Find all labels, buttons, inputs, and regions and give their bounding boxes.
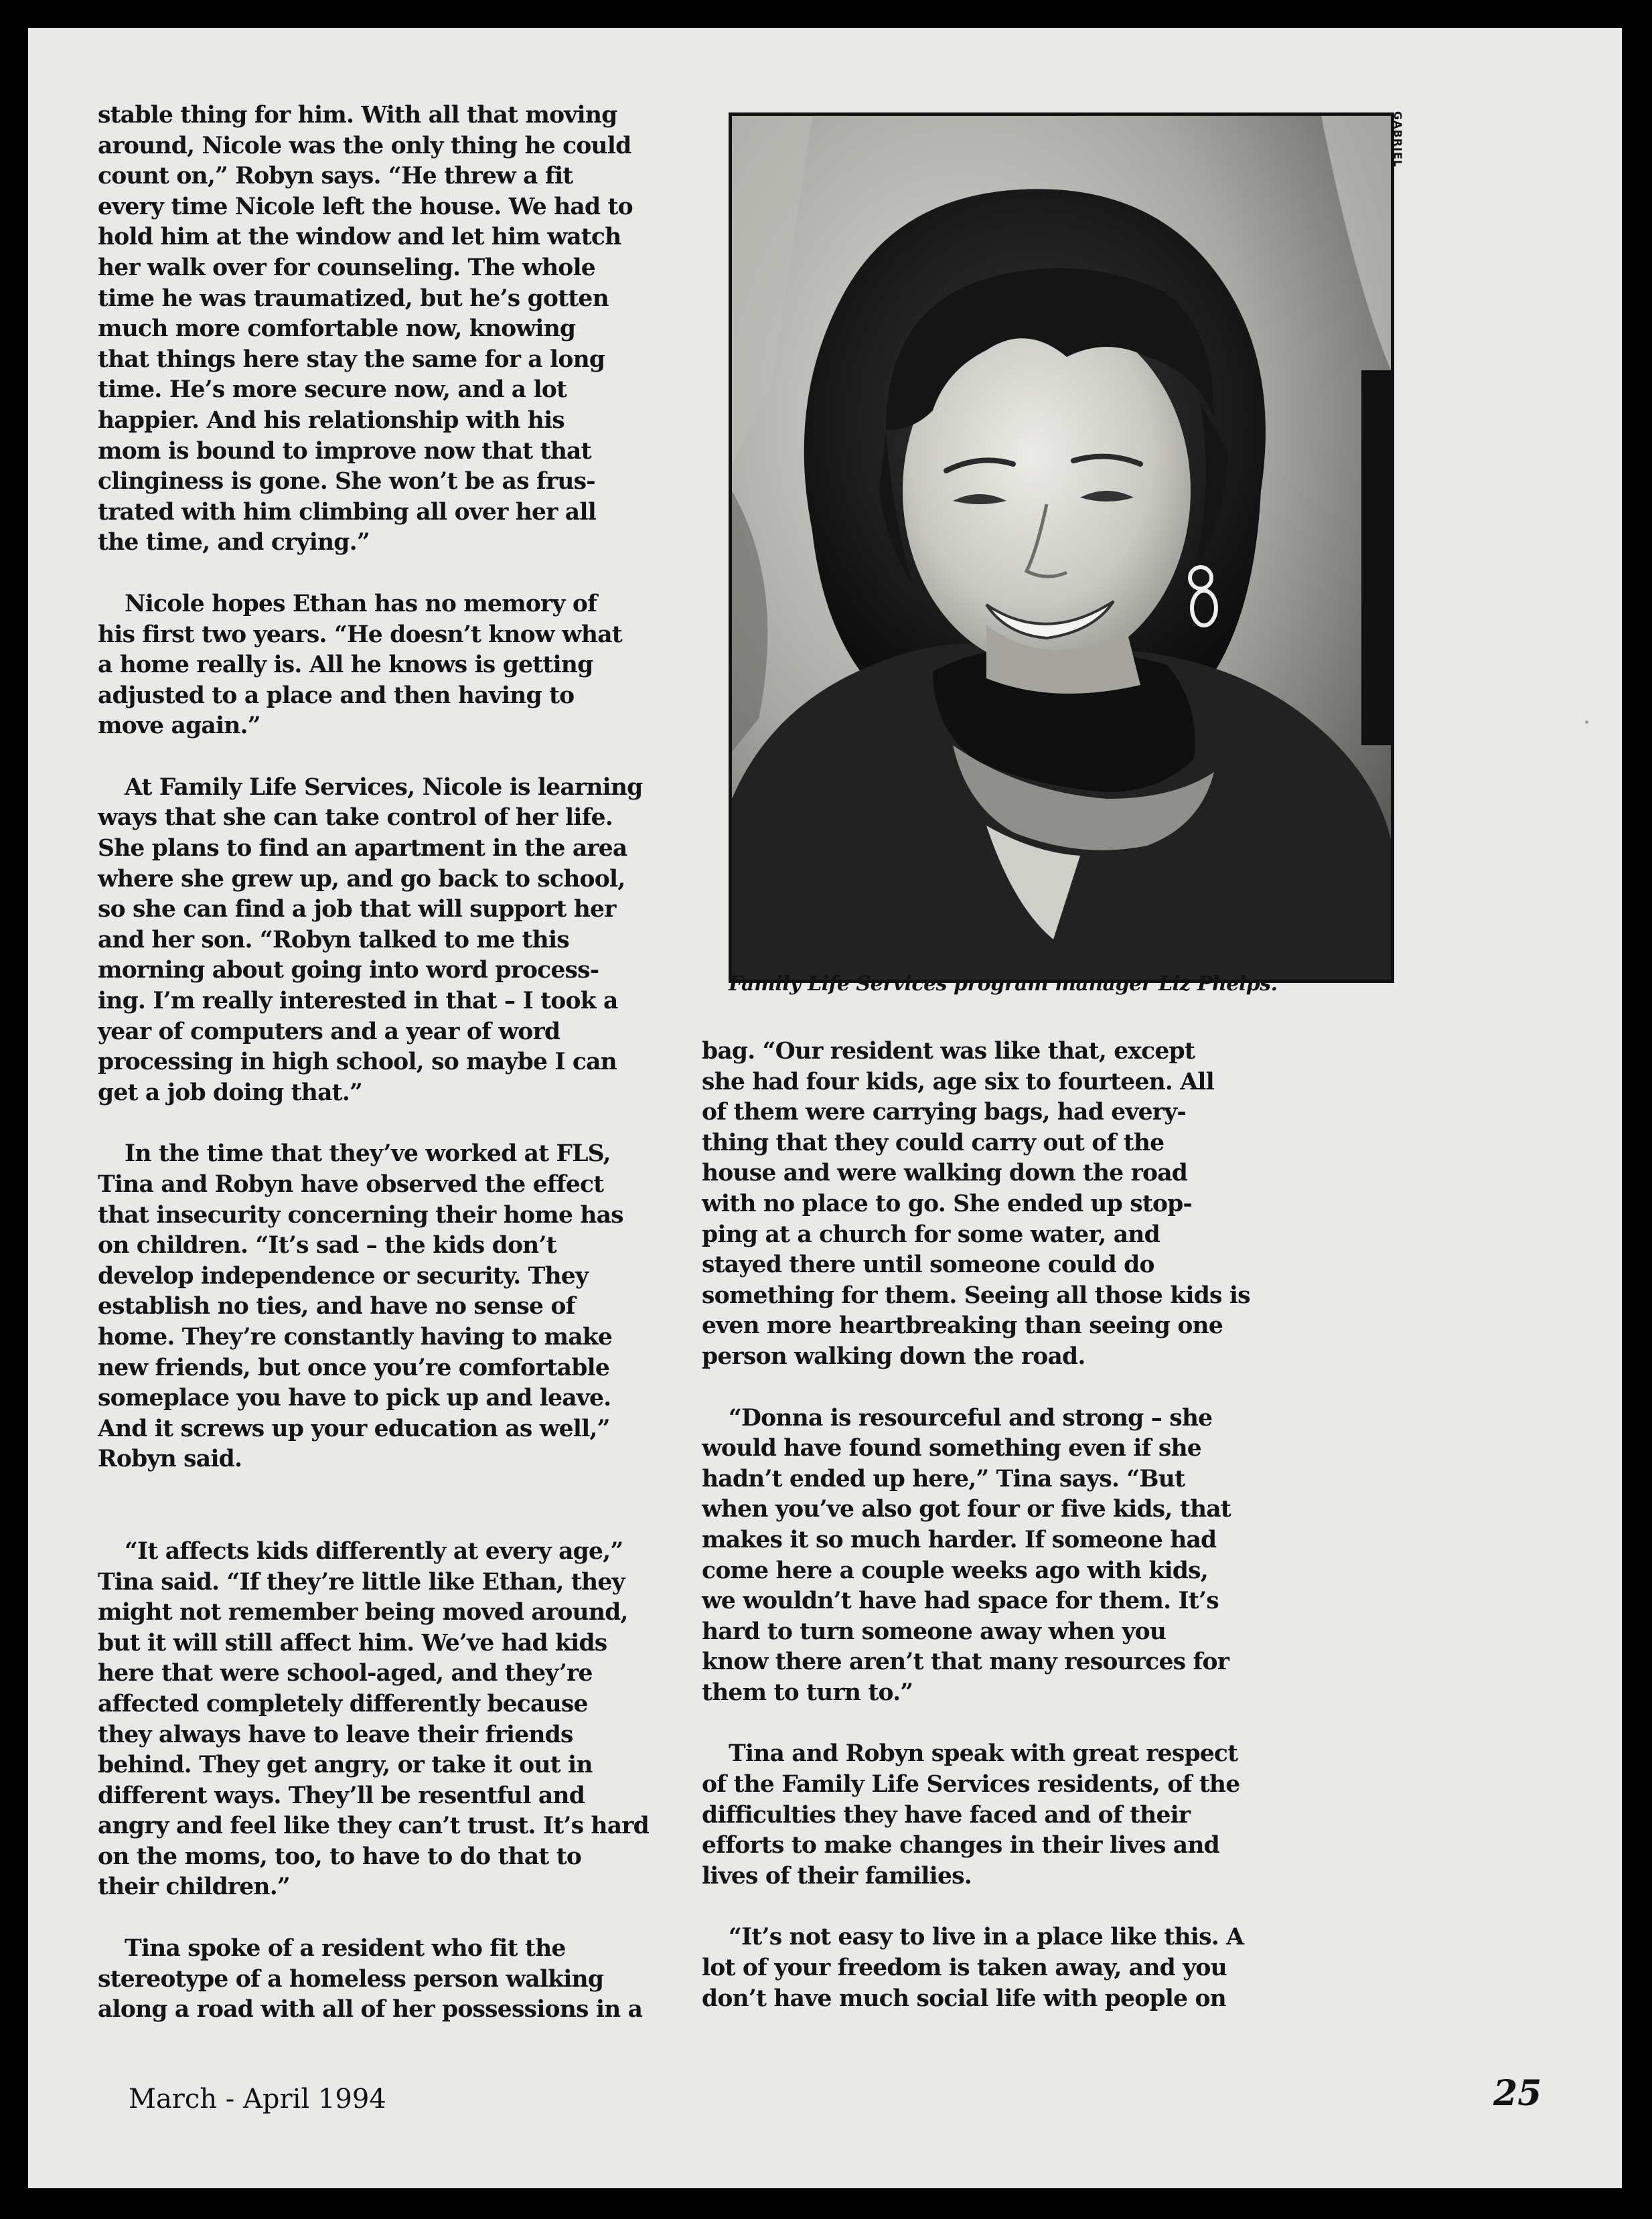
page-number: 25 <box>1493 2073 1542 2114</box>
text-line: time he was traumatized, but he’s gotten <box>98 285 609 312</box>
text-line: hard to turn someone away when you <box>702 1618 1167 1645</box>
text-line: different ways. They’ll be resentful and <box>98 1782 585 1809</box>
text-line: so she can find a job that will support her <box>98 896 616 923</box>
text-line: ping at a church for some water, and <box>702 1221 1160 1248</box>
text-line: affected completely differently because <box>98 1690 588 1717</box>
article-paragraph <box>702 1922 1264 2014</box>
text-line: someplace you have to pick up and leave. <box>98 1385 611 1412</box>
text-line: where she grew up, and go back to school, <box>98 865 625 893</box>
text-line: Nicole hopes Ethan has no memory of <box>125 590 597 617</box>
portrait-photo-illustration <box>732 116 1391 980</box>
text-line: develop independence or security. They <box>98 1262 589 1290</box>
article-paragraph <box>98 100 647 558</box>
article-paragraph <box>98 589 647 742</box>
text-line: lot of your freedom is taken away, and you <box>702 1955 1227 1982</box>
article-paragraph <box>702 1037 1264 1373</box>
text-line: that things here stay the same for a long <box>98 346 605 373</box>
text-line: mom is bound to improve now that that <box>98 437 591 465</box>
text-line: stayed there until someone could do <box>702 1251 1154 1279</box>
text-line: happier. And his relationship with his <box>98 406 565 434</box>
text-line: clinginess is gone. She won’t be as frus- <box>98 468 595 495</box>
text-line: stereotype of a homeless person walking <box>98 1965 604 1993</box>
article-paragraph <box>98 773 647 1109</box>
text-line: Tina and Robyn speak with great respect <box>729 1740 1238 1768</box>
text-line: “It affects kids differently at every age,” <box>125 1537 623 1565</box>
text-line: house and were walking down the road <box>702 1160 1188 1187</box>
text-line: when you’ve also got four or five kids, that <box>702 1496 1231 1523</box>
text-line: they always have to leave their friends <box>98 1721 573 1748</box>
text-line: on children. “It’s sad – the kids don’t <box>98 1232 556 1259</box>
text-line: new friends, but once you’re comfortable <box>98 1354 609 1381</box>
text-line: much more comfortable now, knowing <box>98 315 576 343</box>
text-line: “Donna is resourceful and strong – she <box>729 1404 1213 1432</box>
photo-credit: GABRIEL <box>1392 111 1404 168</box>
paper-speck <box>1585 720 1588 724</box>
text-line: hold him at the window and let him watch <box>98 224 621 251</box>
text-line: Tina said. “If they’re little like Ethan, they <box>98 1568 625 1596</box>
text-line: that insecurity concerning their home has <box>98 1201 623 1229</box>
text-line: the time, and crying.” <box>98 529 370 556</box>
text-line: angry and feel like they can’t trust. It’s hard <box>98 1813 649 1840</box>
text-line: his first two years. “He doesn’t know what <box>98 621 622 648</box>
text-line: a home really is. All he knows is getting <box>98 652 593 679</box>
text-line: and her son. “Robyn talked to me this <box>98 926 569 953</box>
photo-caption: Family Life Services program manager Liz Phelps. <box>729 972 1278 996</box>
text-line: makes it so much harder. If someone had <box>702 1526 1217 1553</box>
text-line: lives of their families. <box>702 1862 972 1890</box>
text-line: don’t have much social life with people on <box>702 1985 1226 2012</box>
text-line: come here a couple weeks ago with kids, <box>702 1557 1208 1584</box>
text-line: might not remember being moved around, <box>98 1599 628 1626</box>
issue-date: March - April 1994 <box>129 2084 386 2115</box>
text-line: trated with him climbing all over her all <box>98 498 596 526</box>
text-line: on the moms, too, to have to do that to <box>98 1843 582 1870</box>
text-line: their children.” <box>98 1873 290 1901</box>
text-line: every time Nicole left the house. We had to <box>98 193 633 220</box>
text-line: behind. They get angry, or take it out in <box>98 1752 593 1779</box>
text-line: stable thing for him. With all that moving <box>98 102 617 129</box>
text-line: bag. “Our resident was like that, except <box>702 1038 1195 1065</box>
text-line: along a road with all of her possessions in a <box>98 1996 643 2023</box>
text-line: she had four kids, age six to fourteen. All <box>702 1068 1214 1095</box>
text-line: home. They’re constantly having to make <box>98 1323 613 1351</box>
text-line: year of computers and a year of word <box>98 1018 560 1045</box>
text-line: efforts to make changes in their lives and <box>702 1832 1219 1859</box>
article-paragraph <box>98 1537 647 1903</box>
magazine-page <box>28 28 1622 2188</box>
text-line: even more heartbreaking than seeing one <box>702 1312 1223 1340</box>
text-line: thing that they could carry out of the <box>702 1129 1165 1156</box>
text-line: Robyn said. <box>98 1446 242 1473</box>
article-paragraph <box>98 1139 647 1475</box>
text-line: here that were school-aged, and they’re <box>98 1660 593 1687</box>
text-line: In the time that they’ve worked at FLS, <box>125 1140 611 1168</box>
text-line: “It’s not easy to live in a place like this. A <box>729 1924 1244 1951</box>
text-line: She plans to find an apartment in the area <box>98 835 627 862</box>
text-line: adjusted to a place and then having to <box>98 682 575 709</box>
text-line: establish no ties, and have no sense of <box>98 1293 575 1320</box>
text-line: of the Family Life Services residents, of the <box>702 1771 1240 1799</box>
text-line: time. He’s more secure now, and a lot <box>98 376 567 404</box>
article-paragraph <box>702 1739 1264 1892</box>
article-right-column <box>702 1037 1264 2014</box>
article-paragraph <box>702 1403 1264 1709</box>
text-line: something for them. Seeing all those kids is <box>702 1282 1250 1309</box>
text-line: with no place to go. She ended up stop- <box>702 1190 1193 1217</box>
text-line: ing. I’m really interested in that – I took a <box>98 988 618 1015</box>
article-paragraph <box>98 1934 647 2025</box>
text-line: ways that she can take control of her life. <box>98 804 613 832</box>
text-line: get a job doing that.” <box>98 1079 363 1106</box>
text-line: hadn’t ended up here,” Tina says. “But <box>702 1465 1185 1493</box>
article-left-column <box>98 100 647 2025</box>
text-line: person walking down the road. <box>702 1343 1085 1370</box>
text-line: of them were carrying bags, had every- <box>702 1099 1186 1126</box>
text-line: but it will still affect him. We’ve had kids <box>98 1629 607 1657</box>
text-line: Tina and Robyn have observed the effect <box>98 1171 604 1198</box>
text-line: move again.” <box>98 712 260 740</box>
text-line: Tina spoke of a resident who fit the <box>125 1935 566 1963</box>
text-line: difficulties they have faced and of their <box>702 1801 1191 1829</box>
text-line: count on,” Robyn says. “He threw a fit <box>98 163 573 190</box>
text-line: around, Nicole was the only thing he could <box>98 132 631 159</box>
text-line: know there aren’t that many resources for <box>702 1649 1229 1676</box>
text-line: And it screws up your education as well,” <box>98 1415 610 1442</box>
text-line: her walk over for counseling. The whole <box>98 254 595 281</box>
text-line: morning about going into word process- <box>98 957 599 984</box>
text-line: would have found something even if she <box>702 1435 1201 1462</box>
portrait-photo <box>729 112 1394 983</box>
text-line: them to turn to.” <box>702 1679 913 1706</box>
text-line: processing in high school, so maybe I can <box>98 1049 617 1076</box>
text-line: we wouldn’t have had space for them. It’s <box>702 1588 1219 1615</box>
text-line: At Family Life Services, Nicole is learning <box>125 773 643 801</box>
